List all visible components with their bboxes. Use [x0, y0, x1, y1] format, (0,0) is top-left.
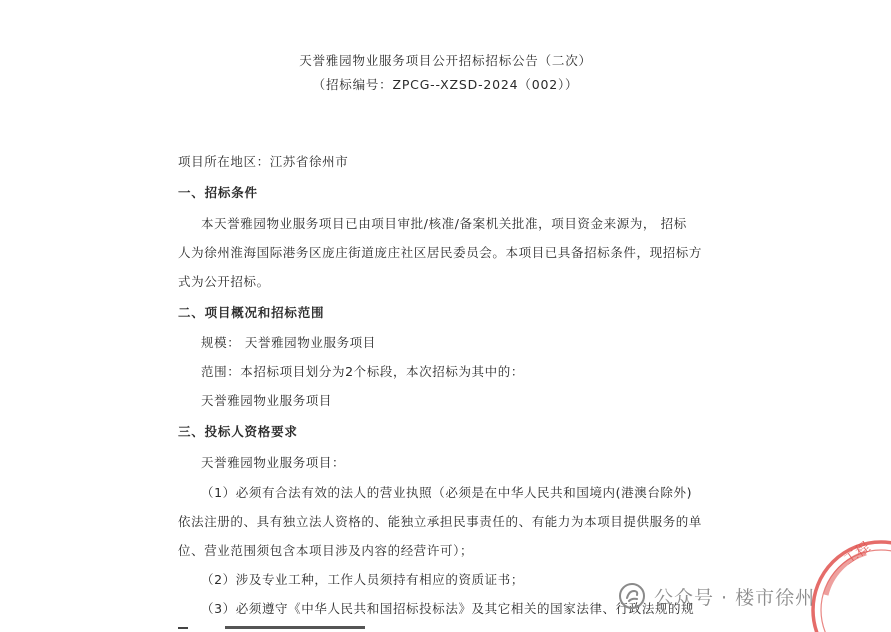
project-item: 天誉雅园物业服务项目 — [201, 393, 333, 408]
project-scope: 范围：本招标项目划分为2个标段，本次招标为其中的： — [201, 364, 524, 379]
red-seal-stamp — [806, 535, 891, 632]
project-location: 项目所在地区：江苏省徐州市 — [178, 154, 349, 169]
cutoff-text-fragment — [225, 626, 365, 629]
requirement-3: （3）必须遵守《中华人民共和国招标投标法》及其它相关的国家法律、行政法规的规 — [201, 601, 695, 616]
requirement-1-line: 依法注册的、具有独立法人资格的、能独立承担民事责任的、有能力为本项目提供服务的单 — [178, 514, 703, 529]
section-heading-bidder-qualifications: 三、投标人资格要求 — [178, 424, 298, 439]
qualification-project: 天誉雅园物业服务项目： — [201, 455, 346, 470]
seal-text: 工程 — [841, 539, 874, 569]
watermark — [618, 582, 815, 610]
cutoff-text-fragment — [178, 627, 188, 629]
paragraph-line: 人为徐州淮海国际港务区庞庄街道庞庄社区居民委员会。本项目已具备招标条件，现招标方 — [178, 245, 703, 260]
section-heading-bidding-conditions: 一、招标条件 — [178, 185, 258, 200]
requirement-1-line: （1）必须有合法有效的法人的营业执照（必须是在中华人民共和国境内(港澳台除外) — [201, 485, 693, 500]
document-title: 天誉雅园物业服务项目公开招标招标公告（二次） — [299, 53, 592, 68]
wechat-official-account-icon — [618, 582, 646, 610]
project-scale: 规模： 天誉雅园物业服务项目 — [201, 335, 376, 350]
paragraph-line: 本天誉雅园物业服务项目已由项目审批/核准/备案机关批准，项目资金来源为， 招标 — [201, 216, 687, 231]
watermark-text: 公众号 · 楼市徐州 — [654, 586, 816, 609]
section-heading-project-overview: 二、项目概况和招标范围 — [178, 305, 325, 320]
document-subtitle: （招标编号：ZPCG--XZSD-2024（002）） — [312, 77, 579, 92]
paragraph-line: 式为公开招标。 — [178, 274, 270, 289]
requirement-2: （2）涉及专业工种，工作人员须持有相应的资质证书； — [201, 572, 524, 587]
requirement-1-line: 位、营业范围须包含本项目涉及内容的经营许可）； — [178, 543, 474, 558]
